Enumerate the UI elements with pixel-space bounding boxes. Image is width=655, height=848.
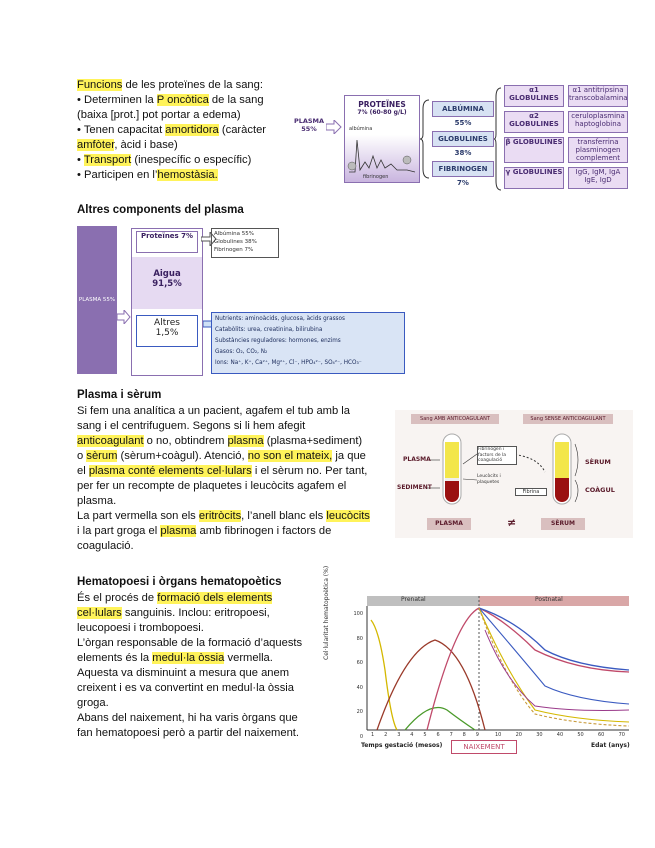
fig1-plasma-label: PLASMA 55%: [293, 117, 325, 133]
x-label-left: Temps gestació (mesos): [361, 742, 443, 749]
components-column: [131, 228, 203, 376]
albumina-box: ALBÚMINA 55%: [432, 101, 494, 117]
globulines-box: GLOBULINES 38%: [432, 131, 494, 147]
proteines-cell: Proteïnes 7%: [136, 231, 198, 253]
brace-icon: [420, 99, 430, 179]
glob-row-a2: α2 GLOBULINES ceruloplasmina haptoglobina: [504, 111, 628, 133]
arrow-right-icon: [117, 310, 131, 324]
proteins-figure: [290, 85, 630, 193]
glob-row-a1: α1 GLOBULINES α1 antitripsina transcobalamina: [504, 85, 628, 107]
coagul-label: COÀGUL: [585, 486, 615, 494]
neq-sign: ≠: [507, 516, 517, 529]
hl: Funcions: [77, 79, 123, 91]
proteines-title: PROTEÏNES: [358, 100, 406, 109]
series-melsa: [405, 708, 475, 731]
x-ticks-left: 1 2 3 4 5 6 7 8 9: [371, 732, 479, 738]
y-ticks: 100 80 60 40 20 0: [353, 611, 363, 740]
prenatal-label: Prenatal: [401, 596, 426, 603]
fibrina-label: Fibrina: [515, 488, 547, 496]
glob-row-g: γ GLOBULINES IgG, IgM, IgA IgE, IgD: [504, 167, 628, 189]
serum-title: Plasma i sèrum: [77, 389, 162, 401]
plasma-bar: PLASMA 55%: [77, 226, 117, 374]
fibrinogen-box: FIBRINOGEN 7%: [432, 161, 494, 177]
aigua-cell: Aigua 91,5%: [132, 257, 202, 309]
altres-cell: Altres 1,5%: [136, 315, 198, 347]
hema-text: És el procés de formació dels elements cel·lulars sanguinis. Inclou: eritropoesi, leucopoesi i trombopoesi. L’òrgan responsable de la formació d’aquests elements és la medul·la òssia vermella. Aquesta va disminuint a mesura que anem creixent i es va convertint en medul·la òssia groga. Abans del naixement, hi ha varis òrgans que fan hematopoesi però a partir del naixement.: [77, 592, 303, 739]
brace-icon: [494, 87, 502, 191]
proteines-list: Albúmina 55% Globulines 38% Fibrinogen 7%: [211, 228, 279, 258]
arrow-right-icon: [326, 120, 342, 134]
hematopoesi-chart: [323, 565, 635, 760]
naixement-label: NAIXEMENT: [451, 740, 517, 754]
y-axis-label: Cel·lularitat hematopoètica (%): [323, 565, 330, 660]
albumina-small: albúmina: [349, 126, 373, 132]
altres-title: Altres components del plasma: [77, 204, 244, 216]
proteines-box: [344, 95, 420, 183]
fibrinogen-small: fibrinogen: [363, 174, 389, 180]
sense-label: Sang SENSE ANTICOAGULANT: [523, 414, 613, 424]
plasma-serum-figure: [395, 410, 633, 538]
serum-r: SÈRUM: [585, 458, 611, 466]
series-moll: [427, 608, 629, 730]
hema-title: Hematopoesi i òrgans hematopoètics: [77, 576, 282, 588]
electrophoresis-trace: [347, 134, 417, 174]
plasma-b: PLASMA: [427, 518, 471, 530]
series-sac: [371, 620, 397, 730]
sediment-label: SEDIMENT: [397, 484, 432, 491]
funcions-text: Funcions de les proteïnes de la sang: • Determinen la P oncòtica de la sang (baixa [prot.] pot portar a edema) • Tenen capacitat amortidora (caràcter amfòter, àcid i base) • Transport (inespecífic o específic) • Participen en l’hemostàsia.: [77, 79, 267, 181]
note-fibrinogen: Fibrinogen i factors de la coagulació: [477, 446, 517, 465]
plasma-l: PLASMA: [403, 456, 431, 463]
x-label-right: Edat (anys): [591, 742, 630, 749]
glob-row-b: β GLOBULINES transferrina plasminogen complement: [504, 137, 628, 163]
proteines-pct: 7% (60-80 g/L): [357, 109, 407, 116]
amb-label: Sang AMB ANTICOAGULANT: [411, 414, 499, 424]
note-leucocits: Leucòcits i plaquetes: [477, 474, 501, 485]
serum-text: Si fem una analítica a un pacient, agafem el tub amb la sang i el centrifuguem. Segons si li hem afegit anticoagulant o no, obtindrem plasma (plasma+sediment) o sèrum (sèrum+coàgul). Atenció, no son el mateix, ja que el plasma conté elements cel·lulars i el sèrum no. Per tant, per fer un recompte de plaquetes i leucòcits agafem el plasma. La part vermella son els eritròcits, l’anell blanc els leucòcits i la part groga el plasma amb fibrinogen i factors de coagulació.: [77, 405, 370, 552]
x-ticks-right: 10 20 30 40 50 60 70: [495, 732, 625, 738]
serum-b: SÈRUM: [541, 518, 585, 530]
postnatal-label: Postnatal: [535, 596, 563, 603]
altres-list: Nutrients: aminoàcids, glucosa, àcids grassos Catabòlits: urea, creatinina, bilirubina Substàncies reguladores: hormones, enzims Gasos: O₂, CO₂, N₂ Ions: Na⁺, K⁺, Ca²⁺, Mg²⁺, Cl⁻, HPO₄²⁻, SO₄²⁻, HCO₃⁻: [211, 312, 405, 374]
altres-figure: [77, 226, 399, 376]
